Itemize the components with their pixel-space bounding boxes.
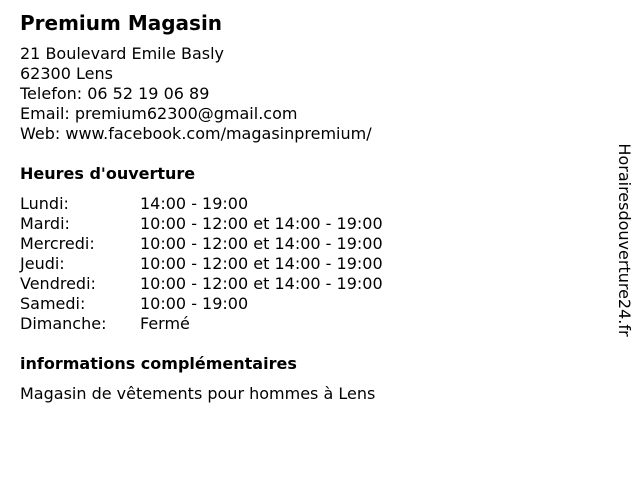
site-watermark: Horairesdouverture24.fr [615, 143, 634, 337]
hours-row-saturday [20, 294, 383, 314]
hours-time: 14:00 - 19:00 [140, 194, 249, 213]
address-city: 62300 Lens [20, 64, 113, 83]
phone-text: Telefon: 06 52 19 06 89 [20, 84, 210, 103]
hours-time: 10:00 - 19:00 [140, 294, 249, 313]
email-text: Email: premium62300@gmail.com [20, 104, 298, 123]
web-text: Web: www.facebook.com/magasinpremium/ [20, 124, 372, 143]
hours-time: 10:00 - 12:00 et 14:00 - 19:00 [140, 214, 383, 233]
hours-row-tuesday [20, 214, 383, 234]
additional-info-heading: informations complémentaires [20, 354, 297, 373]
hours-day: Dimanche: [20, 314, 107, 333]
hours-day: Mercredi: [20, 234, 95, 253]
business-card [20, 10, 600, 404]
hours-row-wednesday [20, 234, 383, 254]
hours-day: Lundi: [20, 194, 69, 213]
hours-day: Samedi: [20, 294, 86, 313]
hours-day: Mardi: [20, 214, 70, 233]
hours-time: 10:00 - 12:00 et 14:00 - 19:00 [140, 274, 383, 293]
business-name: Premium Magasin [20, 11, 223, 35]
address-street: 21 Boulevard Emile Basly [20, 44, 224, 63]
opening-hours-heading: Heures d'ouverture [20, 164, 196, 183]
contact-block [20, 44, 600, 144]
hours-day: Vendredi: [20, 274, 96, 293]
hours-day: Jeudi: [20, 254, 65, 273]
hours-row-thursday [20, 254, 383, 274]
hours-time: 10:00 - 12:00 et 14:00 - 19:00 [140, 254, 383, 273]
hours-row-monday [20, 194, 383, 214]
hours-row-sunday [20, 314, 383, 334]
hours-time: Fermé [140, 314, 190, 333]
hours-time: 10:00 - 12:00 et 14:00 - 19:00 [140, 234, 383, 253]
hours-row-friday [20, 274, 383, 294]
opening-hours-table [20, 194, 383, 334]
additional-info-text: Magasin de vêtements pour hommes à Lens [20, 384, 376, 403]
